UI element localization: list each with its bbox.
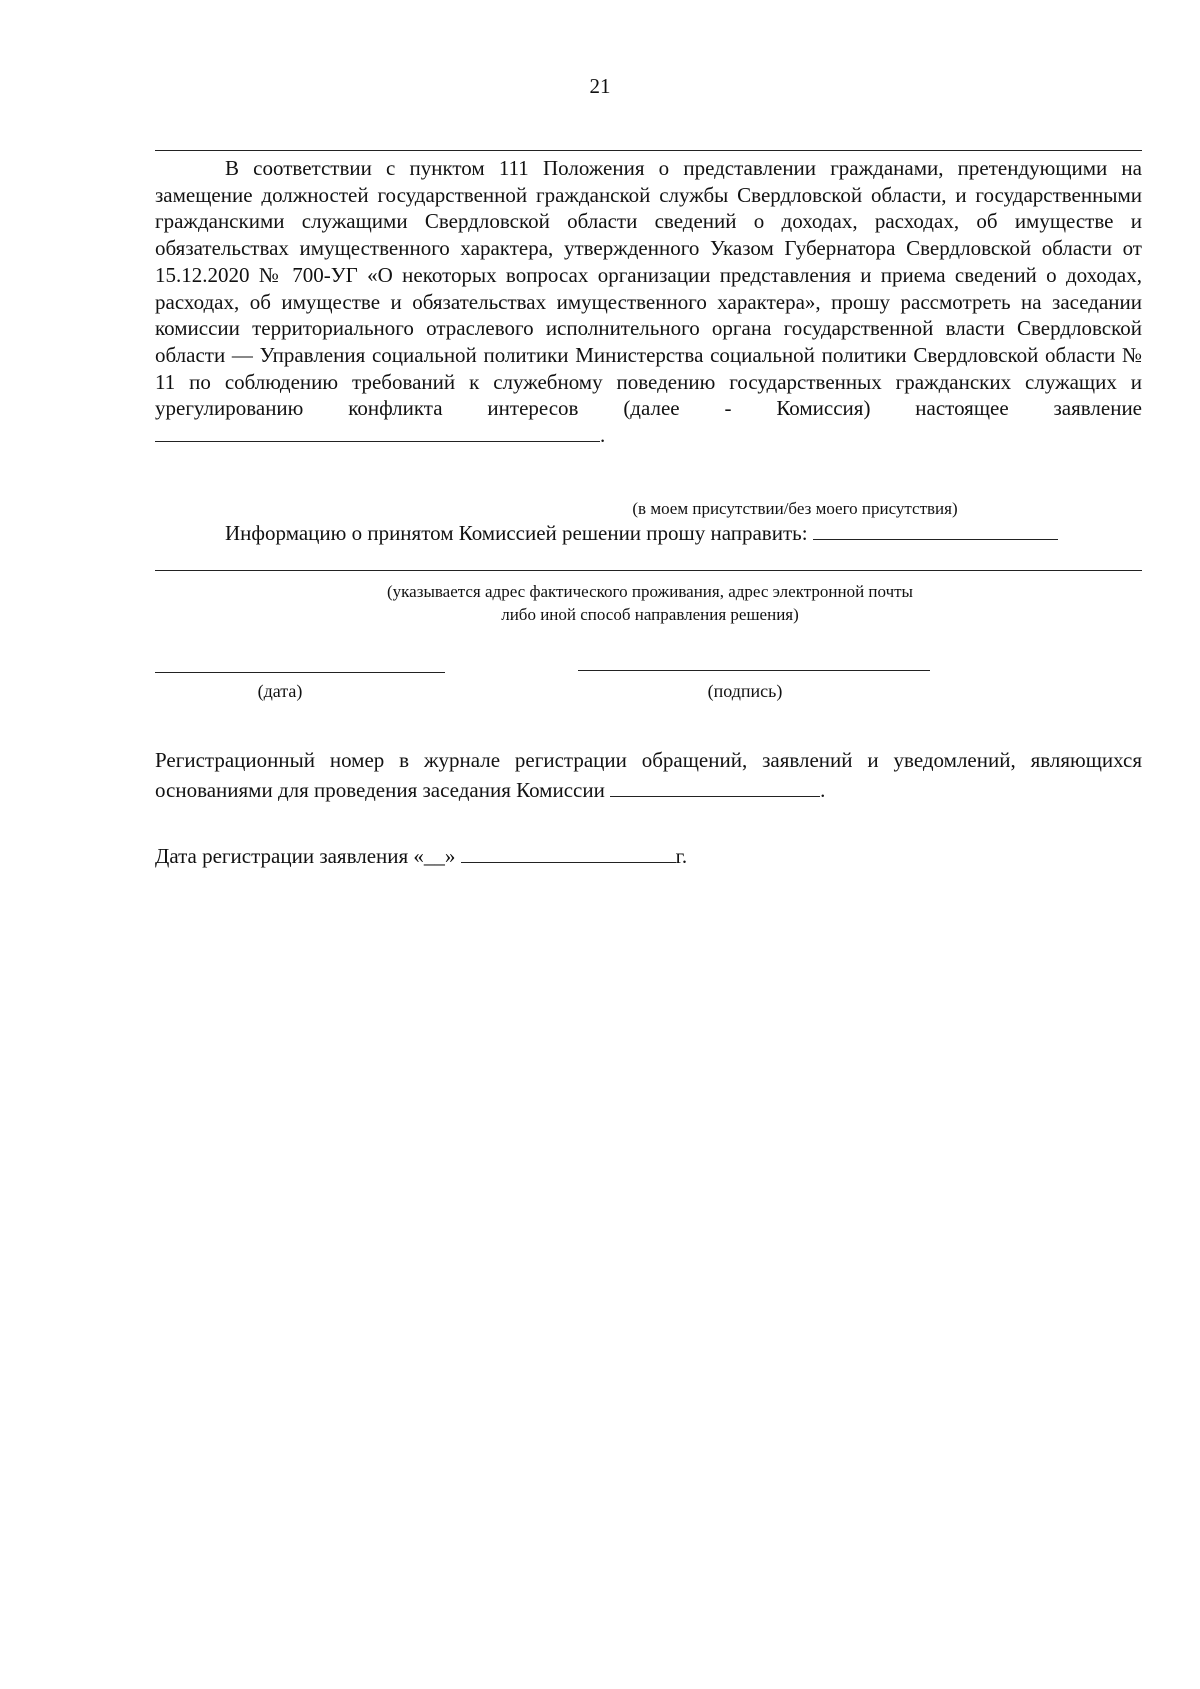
registration-date-suffix: г.: [675, 844, 688, 868]
info-request-text: Информацию о принятом Комиссией решении прошу направить:: [225, 521, 808, 545]
info-request-line: [225, 520, 1058, 547]
registration-number-text: Регистрационный номер в журнале регистрации обращений, заявлений и уведомлений, являющихся основаниями для проведения заседания Комиссии: [155, 748, 1142, 802]
address-hint-1: (указывается адрес фактического проживания, адрес электронной почты: [387, 582, 913, 601]
date-label: (дата): [257, 681, 303, 701]
registration-date-line: [155, 843, 687, 870]
signature-rule: [578, 670, 930, 671]
address-rule: [155, 570, 1142, 571]
statement-text: В соответствии с пунктом 111 Положения о представлении гражданами, претендующими на замещение должностей государственной гражданской службы Свердловской области, и государственными гражданскими служащими Свердловской области сведений о доходах, расходах, об имуществе и обязательствах имущественного характера, утвержденного Указом Губернатора Свердловской области от 15.12.2020 № 700-УГ «О некоторых вопросах организации представления и приема сведений о доходах, расходах, об имуществе и обязательствах имущественного характера», прошу рассмотреть на заседании комиссии территориального отраслевого исполнительного органа государственной власти Свердловской области — Управления социальной политики Министерства социальной политики Свердловской области № 11 по соблюдению требований к служебному поведению государственных гражданских служащих и урегулированию конфликта интересов (далее - Комиссия) настоящее заявление: [155, 156, 1142, 421]
registration-number-blank[interactable]: [610, 778, 820, 797]
top-rule: [155, 150, 1142, 151]
date-signature-rule: [155, 672, 445, 673]
registration-number-paragraph: [155, 745, 1142, 805]
registration-date-prefix: Дата регистрации заявления «: [155, 844, 424, 868]
page-number: 21: [589, 74, 611, 98]
registration-number-end: .: [820, 778, 826, 802]
info-request-blank[interactable]: [813, 521, 1058, 540]
registration-date-blank[interactable]: [461, 844, 676, 863]
statement-blank[interactable]: [155, 423, 600, 442]
presence-hint: (в моем присутствии/без моего присутствия): [632, 499, 958, 518]
registration-date-day[interactable]: __: [423, 844, 445, 868]
address-hint-2: либо иной способ направления решения): [501, 605, 799, 624]
signature-label: (подпись): [707, 681, 783, 701]
statement-paragraph: [155, 155, 1142, 449]
statement-end: .: [600, 423, 606, 448]
registration-date-close: »: [444, 844, 456, 868]
